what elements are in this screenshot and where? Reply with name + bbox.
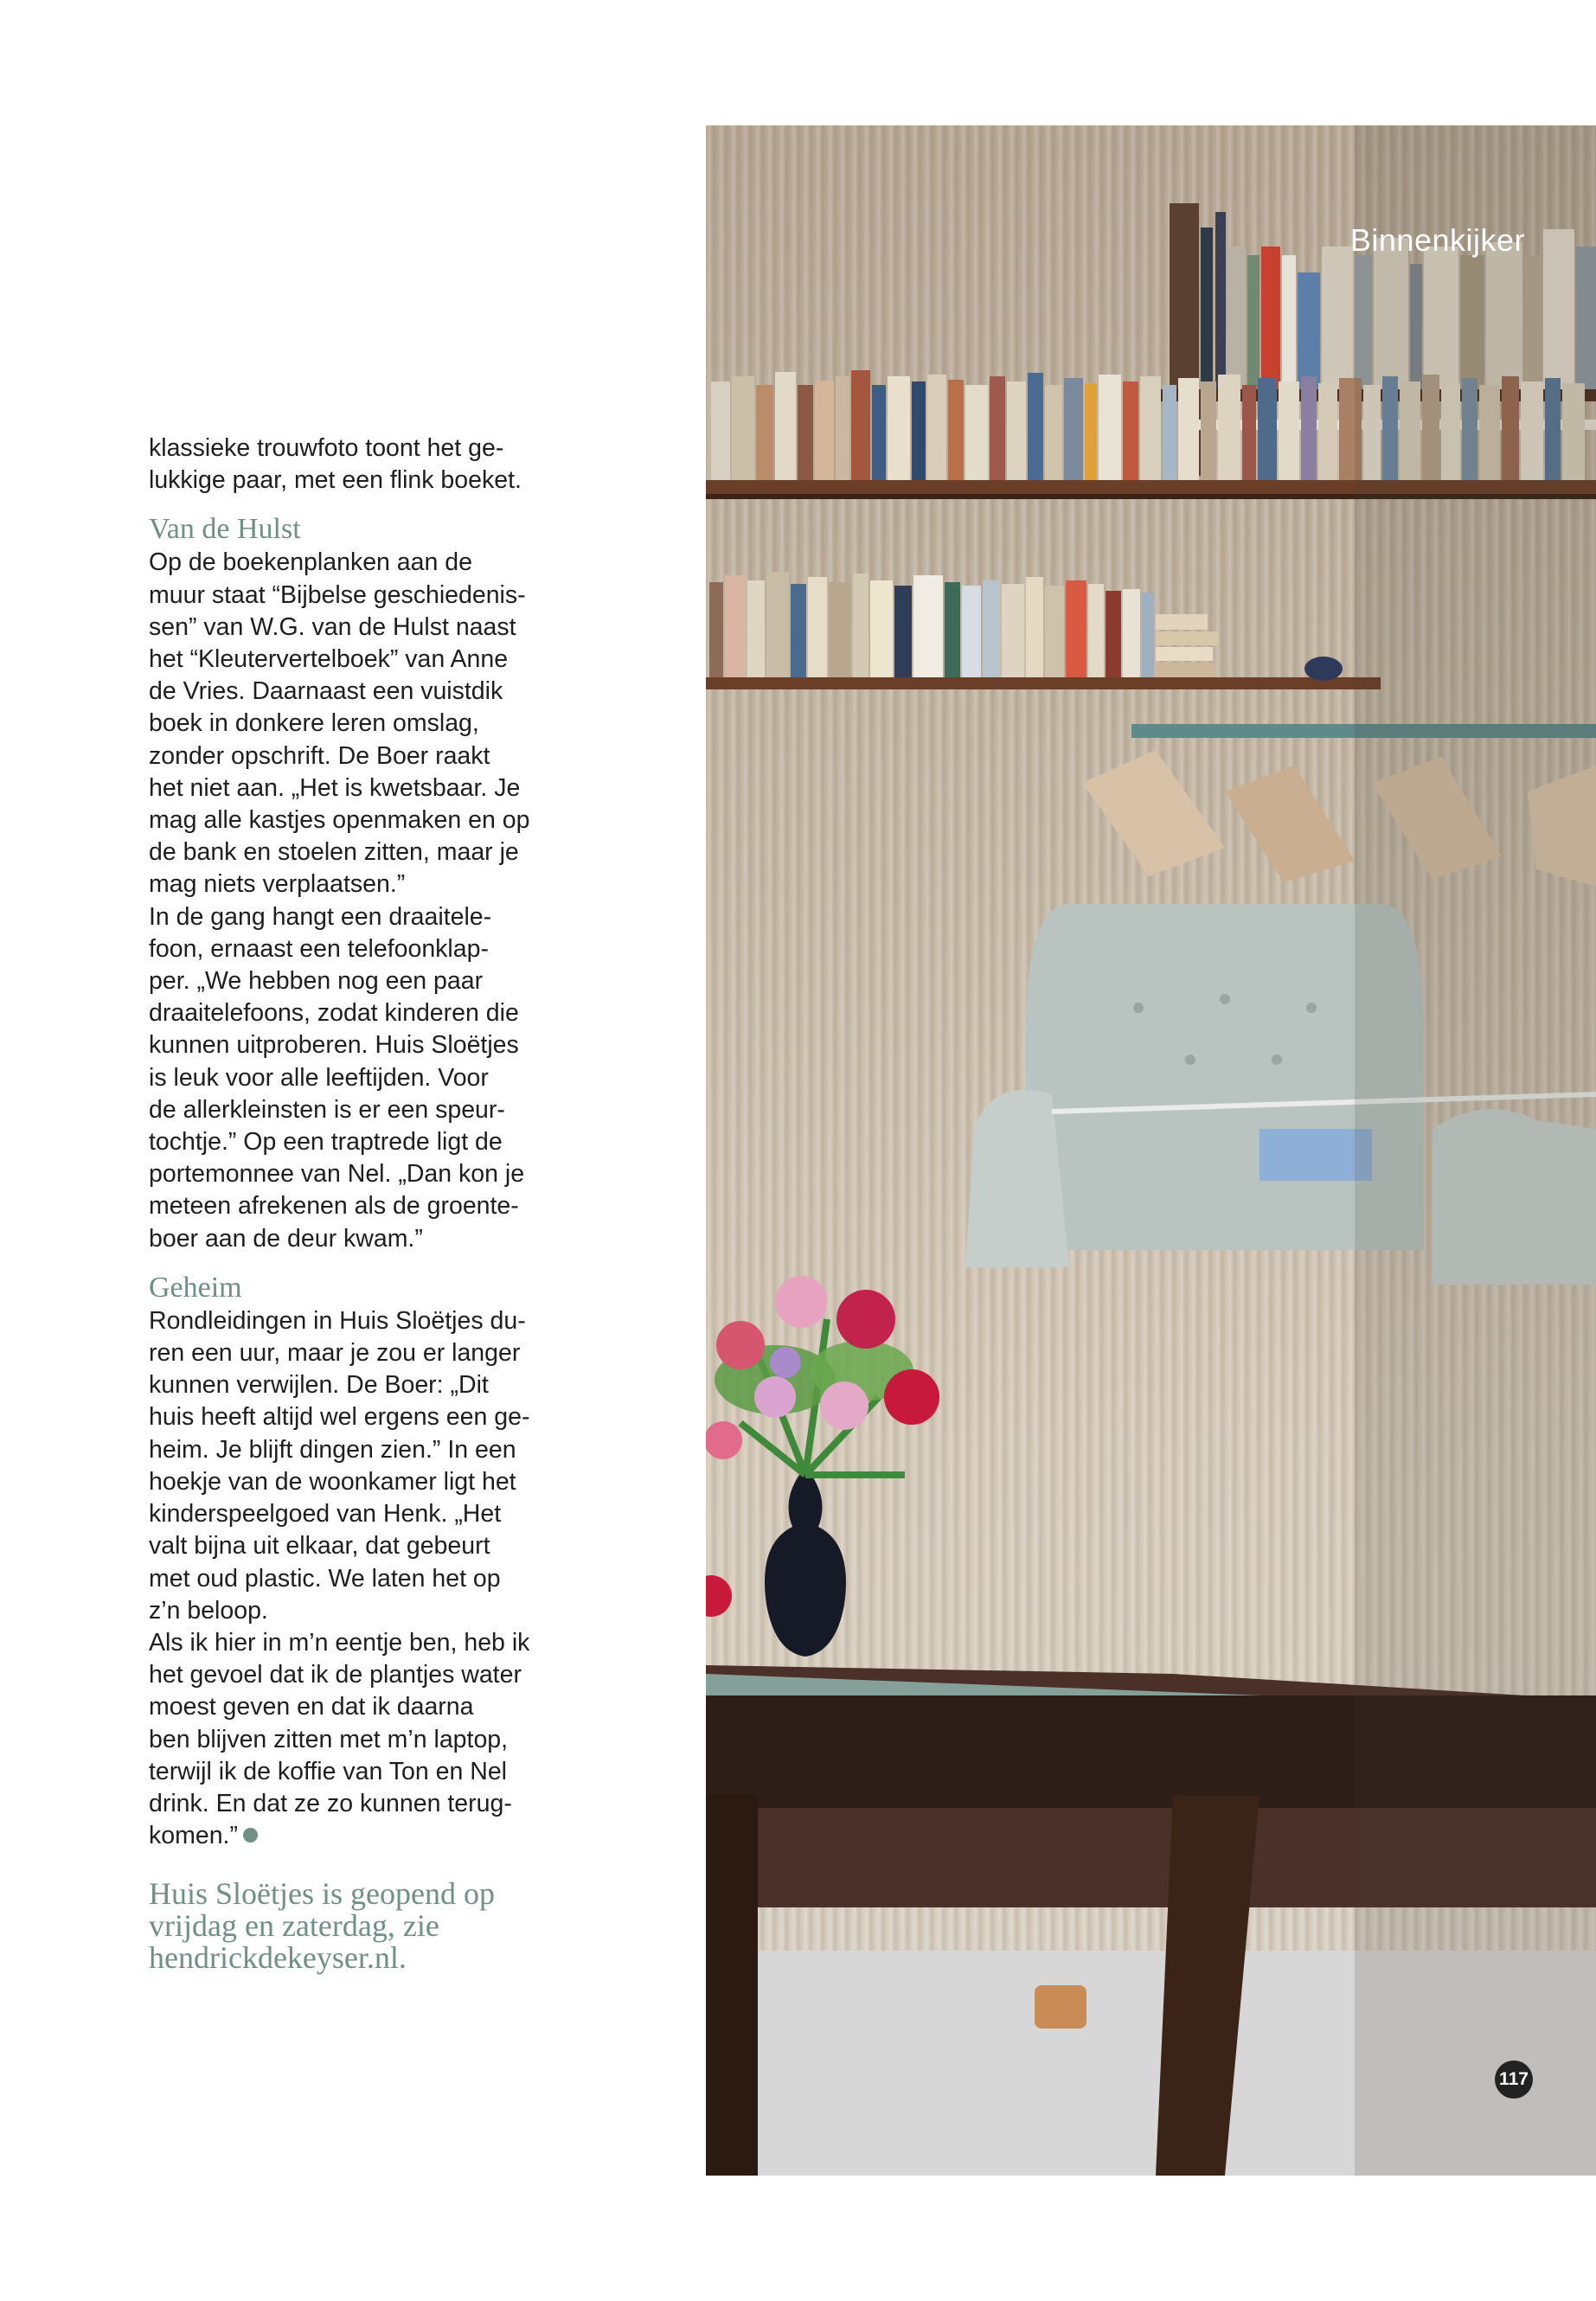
section-label: Binnenkijker (1349, 222, 1525, 258)
section-heading-van-de-hulst: Van de Hulst (149, 513, 301, 546)
page-number-badge: 117 (1495, 2061, 1533, 2099)
photo-shade-strip (1355, 125, 1596, 2176)
lower-shelf-books (706, 572, 1381, 689)
paragraph: Rondleidingen in Huis Sloëtjes du- ren een uur, maar je zou er langer kunnen verwijlen. De Boer: „Dit huis heeft altijd wel ergens een ge- heim. Je blijft dingen zien.” In een hoekje van de woonkamer ligt het kinderspeelgoed van Henk. „Het valt bijna uit elkaar, dat gebeurt met oud plastic. We laten het op z’n beloop. (149, 1306, 530, 1625)
closing-note: Huis Sloëtjes is geopend op vrijdag en zaterdag, zie hendrickdekeyser.nl. (149, 1876, 495, 1976)
paragraph: Op de boekenplanken aan de muur staat “Bijbelse geschiedenis- sen” van W.G. van de Hulst naast het “Kleutervertelboek” van Anne de Vries. Daarnaast een vuistdik boek in donkere leren omslag, zonder opschrift. De Boer raakt het niet aan. „Het is kwetsbaar. Je mag alle kastjes openmaken en op de bank en stoelen zitten, maar je mag niets verplaatsen.” (149, 548, 530, 899)
paragraph: In de gang hangt een draaitele- foon, ernaast een telefoonklap- per. „We hebben nog een paar draaitelefoons, zodat kinderen die kunnen uitproberen. Huis Sloëtjes is leuk voor alle leeftijden. Voor de allerkleinsten is er een speur- tochtje.” Op een traptrede ligt de portemonnee van Nel. „Dan kon je meteen afrekenen als de groente- boer aan de deur kwam.” (149, 902, 525, 1253)
interior-photo (706, 125, 1596, 2176)
paragraph-with-end-mark (149, 1627, 555, 1852)
article-body (149, 433, 555, 1974)
intro-paragraph: klassieke trouwfoto toont het ge- lukkige paar, met een flink boeket. (149, 434, 522, 495)
end-of-article-dot-icon (243, 1828, 258, 1843)
paragraph-text: Als ik hier in m’n eentje ben, heb ik het gevoel dat ik de plantjes water moest geven en dat ik daarna ben blijven zitten met m’n laptop, terwijl ik de koffie van Ton en Nel drink. En dat ze zo kunnen terug- komen.” (149, 1628, 530, 1850)
section-heading-geheim: Geheim (149, 1271, 242, 1304)
vase-with-flowers (706, 1276, 939, 1657)
